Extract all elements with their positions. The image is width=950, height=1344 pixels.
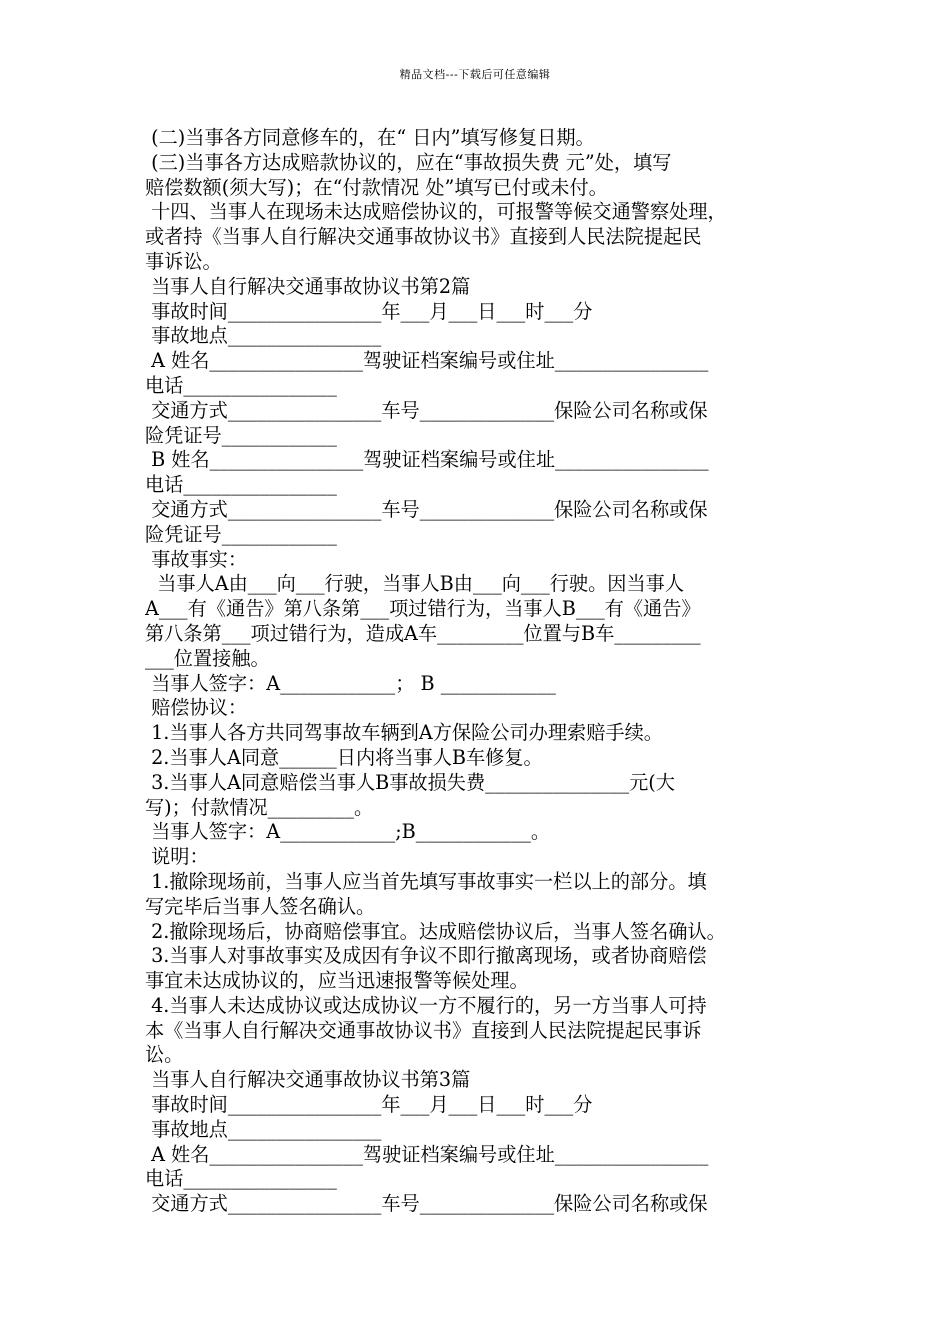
- document-body: [145, 126, 810, 1217]
- text-line: 1.撤除现场前，当事人应当首先填写事故事实一栏以上的部分。填: [145, 869, 707, 893]
- form-line: 电话________________: [145, 1167, 337, 1191]
- form-line: 交通方式________________车号______________保险公司名称或保: [145, 398, 708, 422]
- form-line: 电话________________: [145, 473, 337, 497]
- text-line: 赔偿数额(须大写)；在“付款情况 处”填写已付或未付。: [145, 175, 608, 199]
- form-line: 事故地点________________: [145, 324, 382, 348]
- text-line: A___有《通告》第八条第___项过错行为，当事人B___有《通告》: [145, 597, 701, 621]
- text-line: ___位置接触。: [145, 646, 270, 670]
- text-line: 4.当事人未达成协议或达成协议一方不履行的，另一方当事人可持: [145, 993, 707, 1017]
- text-line: 赔偿协议：: [145, 696, 248, 720]
- text-line: 1.当事人各方共同驾事故车辆到A方保险公司办理索赔手续。: [145, 721, 663, 745]
- form-line: A 姓名________________驾驶证档案编号或住址________________: [145, 1142, 709, 1166]
- form-line: 交通方式________________车号______________保险公司名称或保: [145, 1192, 708, 1216]
- form-line: A 姓名________________驾驶证档案编号或住址________________: [145, 349, 709, 373]
- text-line: 讼。: [145, 1043, 184, 1067]
- text-line: 说明：: [145, 845, 209, 869]
- form-line: 当事人签字：A____________;B____________。: [145, 820, 551, 844]
- text-line: 2.撤除现场后，协商赔偿事宜。达成赔偿协议后，当事人签名确认。: [145, 919, 726, 943]
- text-line: 事宜未达成协议的，应当迅速报警等候处理。: [145, 969, 529, 993]
- section-title: 当事人自行解决交通事故协议书第3篇: [145, 1068, 471, 1092]
- text-line: 3.当事人A同意赔偿当事人B事故损失费_______________元(大: [145, 770, 675, 794]
- page-header: 精品文档---下载后可任意编辑: [399, 68, 551, 81]
- form-line: 交通方式________________车号______________保险公司名称或保: [145, 497, 708, 521]
- text-line: 3.当事人对事故事实及成因有争议不即行撤离现场，或者协商赔偿: [145, 944, 707, 968]
- text-line: 写)；付款情况_________。: [145, 795, 374, 819]
- text-line: 事诉讼。: [145, 249, 222, 273]
- form-line: 当事人签字：A____________； B ____________: [145, 671, 556, 695]
- form-line: 险凭证号____________: [145, 423, 337, 447]
- text-line: 2.当事人A同意______日内将当事人B车修复。: [145, 745, 543, 769]
- text-line: 写完毕后当事人签名确认。: [145, 894, 376, 918]
- text-line: 事故事实：: [145, 547, 248, 571]
- text-line: 十四、当事人在现场未达成赔偿协议的，可报警等候交通警察处理，: [145, 200, 727, 224]
- text-line: 或者持《当事人自行解决交通事故协议书》直接到人民法院提起民: [145, 225, 702, 249]
- form-line: 事故时间________________年___月___日___时___分: [145, 299, 593, 323]
- text-line: 本《当事人自行解决交通事故协议书》直接到人民法院提起民事诉: [145, 1018, 702, 1042]
- text-line: 第八条第___项过错行为，造成A车_________位置与B车_________: [145, 621, 701, 645]
- text-line: (二)当事各方同意修车的，在“ 日内”填写修复日期。: [145, 126, 595, 149]
- text-line: (三)当事各方达成赔款协议的，应在“事故损失费 元”处，填写: [145, 150, 672, 174]
- form-line: 电话________________: [145, 373, 337, 397]
- text-line: 当事人A由___向___行驶，当事人B由___向___行驶。因当事人: [145, 572, 685, 596]
- form-line: B 姓名________________驾驶证档案编号或住址________________: [145, 448, 709, 472]
- section-title: 当事人自行解决交通事故协议书第2篇: [145, 274, 471, 298]
- form-line: 事故时间________________年___月___日___时___分: [145, 1093, 593, 1117]
- form-line: 险凭证号____________: [145, 522, 337, 546]
- form-line: 事故地点________________: [145, 1117, 382, 1141]
